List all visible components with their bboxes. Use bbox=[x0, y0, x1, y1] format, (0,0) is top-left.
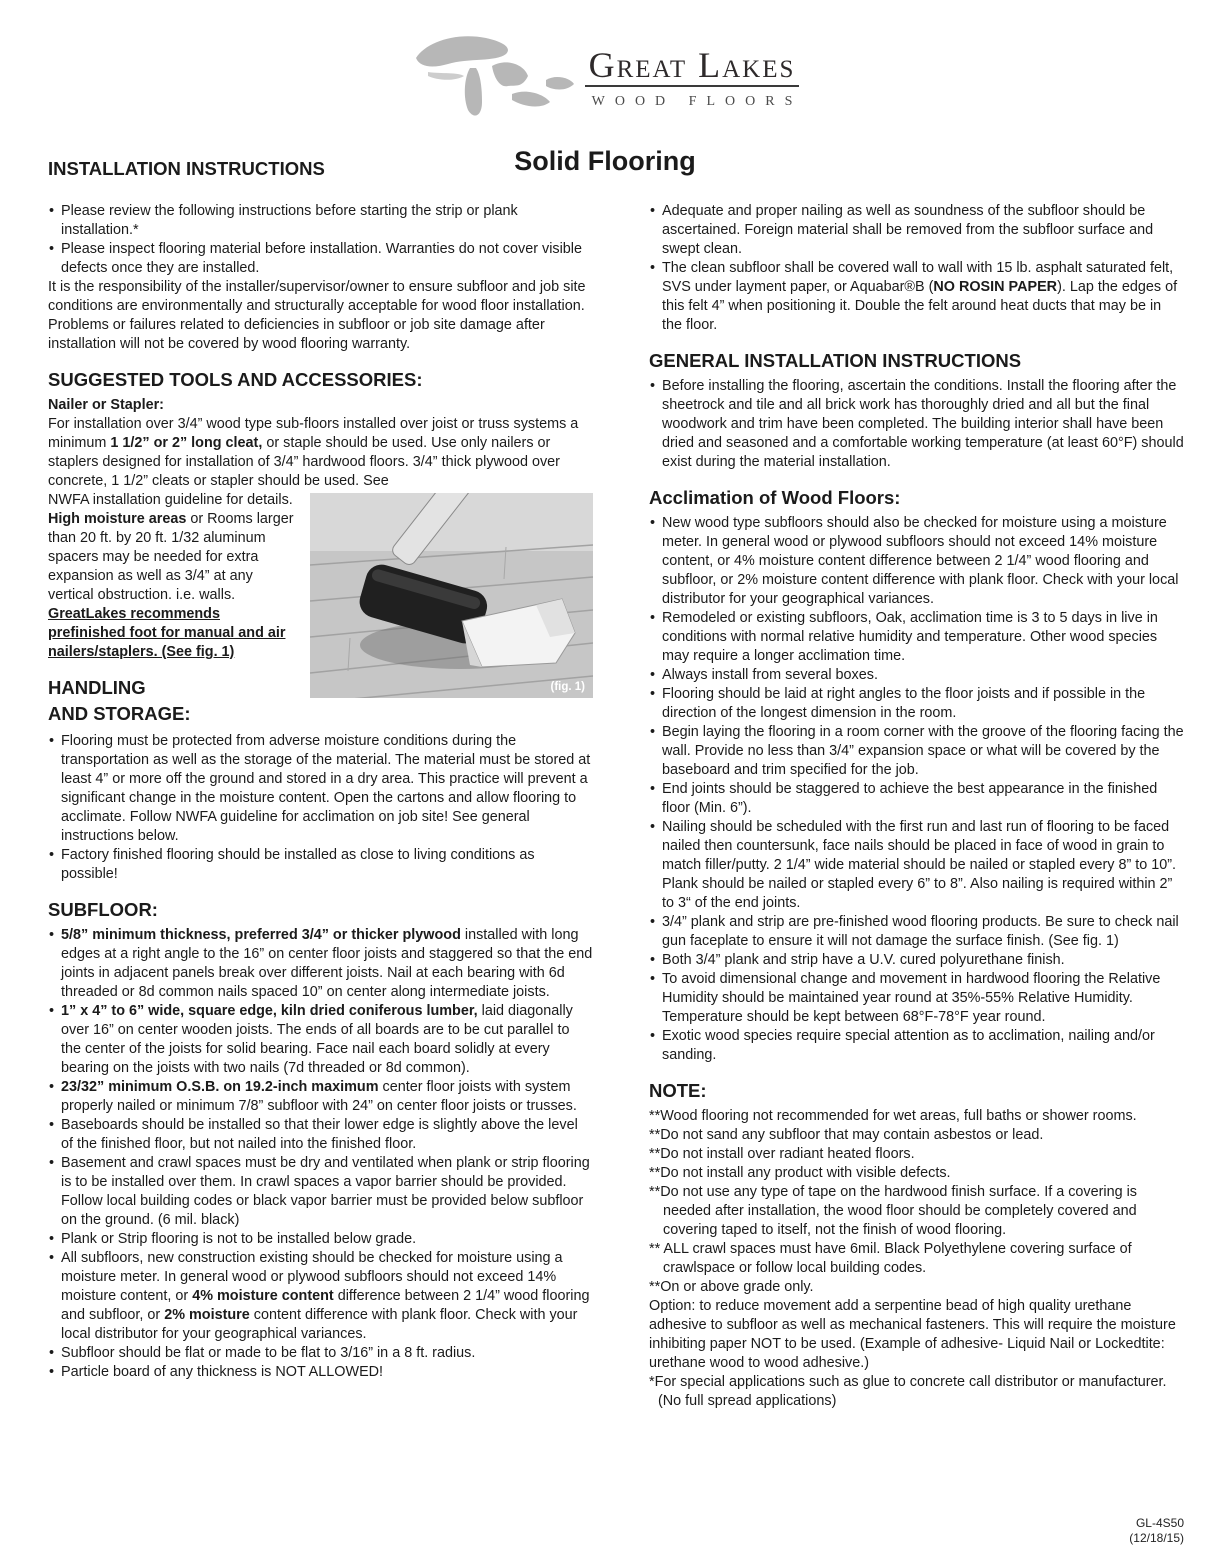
logo-subtitle: WOOD FLOORS bbox=[591, 93, 803, 109]
bullet-item bbox=[48, 1154, 593, 1230]
bullet-item bbox=[48, 1249, 593, 1344]
text-segment: Before installing the flooring, ascertain the conditions. Install the flooring after the sheetrock and tile and all brick work has thoroughly dried and all but the final woodwork and trim have been completed. The building interior shall have been dried and seasoned and a comfortable working temperature (at least 60°F) should exist during the material installation. bbox=[662, 378, 1184, 470]
nailer-photo-graphic bbox=[310, 493, 593, 698]
text-segment: laid diagonally over 16” on center wooden joists. The ends of all boards are to be cut parallel to the center of the joists for solid bearing. Face nail each board solidly at every bearing on the joists with two nails (7d threaded or 8d common). bbox=[61, 1003, 573, 1076]
bullet-text bbox=[662, 203, 1153, 257]
bullet-text bbox=[61, 241, 582, 276]
bullet-item bbox=[649, 514, 1184, 609]
text-segment: 2% moisture bbox=[164, 1307, 250, 1323]
bullet-text bbox=[61, 927, 592, 1000]
text-segment: **Do not install over radiant heated floors. bbox=[649, 1146, 915, 1162]
bullet-item bbox=[48, 732, 593, 846]
text-segment: installed with long edges at a right angle to the 16” on center floor joists and staggered so that the end joints in adjacent panels break over different joists. Nail at each bearing with 6d threaded or 8d common nails spaced 10” on center along intermediate joists. bbox=[61, 927, 593, 1000]
figure-caption: (fig. 1) bbox=[550, 681, 585, 693]
note-text bbox=[649, 1127, 1043, 1143]
bullet-item bbox=[48, 1363, 593, 1382]
note-option-paragraph: Option: to reduce movement add a serpentine bead of high quality urethane adhesive to subfloor as well as mechanical fasteners. This will require the moisture inhibiting paper NOT to be used. (Example of adhesive- Liquid Nail or Lockedtite: urethane wood to wood adhesive.) bbox=[649, 1298, 1176, 1371]
text-segment: **On or above grade only. bbox=[649, 1279, 814, 1295]
text-segment: 23/32” minimum O.S.B. on 19.2-inch maximum bbox=[61, 1079, 379, 1095]
tools-figure-row bbox=[48, 491, 593, 727]
text-segment: Plank or Strip flooring is not to be installed below grade. bbox=[61, 1231, 417, 1247]
text-segment: 5/8” minimum thickness, preferred 3/4” or thicker plywood bbox=[61, 927, 461, 943]
text-segment: 3/4” plank and strip are pre-finished wood flooring products. Be sure to check nail gun faceplate to ensure it will not damage the surface finish. (See fig. 1) bbox=[662, 914, 1179, 949]
nailer-stapler-subheading: Nailer or Stapler: bbox=[48, 397, 164, 413]
bullet-text bbox=[662, 610, 1158, 664]
text-segment: Factory finished flooring should be installed as close to living conditions as possible! bbox=[61, 847, 535, 882]
text-segment: **Do not use any type of tape on the hardwood finish surface. If a covering is needed after installation, the wood floor should be completely covered and covering taped to itself, not the finish of wood flooring. bbox=[649, 1184, 1137, 1238]
tools-narrow-text bbox=[48, 491, 300, 727]
bullet-item bbox=[649, 818, 1184, 913]
handling-bullet-list bbox=[48, 732, 593, 884]
text-segment: Remodeled or existing subfloors, Oak, acclimation time is 3 to 5 days in live in conditions with normal relative humidity and temperature. Other wood species may require a longer acclimation time. bbox=[662, 610, 1158, 664]
document-title: Solid Flooring bbox=[514, 146, 696, 176]
note-line bbox=[649, 1164, 1184, 1183]
text-segment: center floor joists with system properly nailed or minimum 7/8” subfloor with 24” on center floor joists or trusses. bbox=[61, 1079, 577, 1114]
note-line bbox=[649, 1278, 1184, 1297]
note-line bbox=[649, 1126, 1184, 1145]
bullet-text bbox=[61, 1117, 578, 1152]
bullet-text bbox=[662, 686, 1145, 721]
tools-paragraph-top bbox=[48, 415, 593, 491]
text-segment: difference between 2 1/4” wood flooring and subfloor, or bbox=[61, 1288, 590, 1323]
text-segment: High moisture areas bbox=[48, 511, 187, 527]
responsibility-paragraph: It is the responsibility of the installer/supervisor/owner to ensure subfloor and job site conditions are environmentally and structurally acceptable for wood floor installation. Problems or failures related to deficiencies in subfloor or job site damage after installation will not be covered by wood flooring warranty. bbox=[48, 279, 586, 352]
bullet-text bbox=[61, 1079, 577, 1114]
bullet-item bbox=[649, 377, 1184, 472]
note-text bbox=[649, 1184, 1137, 1238]
bullet-item bbox=[48, 202, 593, 240]
text-segment: Adequate and proper nailing as well as soundness of the subfloor should be ascertained. Foreign material shall be removed from the subfloor surface and swept clean. bbox=[662, 203, 1154, 257]
text-segment: or staple should be used. Use only nailers or staplers designed for installation of 3/4” hardwood floors. 3/4” thick plywood over concrete, 1 1/2” cleats or stapler should be used. See bbox=[48, 435, 560, 489]
intro-bullet-list bbox=[48, 202, 593, 278]
note-text bbox=[649, 1146, 915, 1162]
logo bbox=[0, 0, 1210, 128]
text-segment: Flooring must be protected from adverse moisture conditions during the transportation as well as the storage of the material. The material must be stored at least 4” or more off the ground and stored in a dry area. This practice will prevent a significant change in the moisture content. Open the cartons and allow flooring to acclimate. Follow NWFA guideline for acclimation on job site! See general instructions below. bbox=[61, 733, 591, 844]
text-segment: GreatLakes recommends prefinished foot for manual and air nailers/staplers. (See fig. 1) bbox=[48, 606, 286, 660]
handling-storage-heading bbox=[48, 675, 300, 727]
logo-title: Great Lakes bbox=[585, 46, 800, 87]
bullet-item bbox=[649, 202, 1184, 259]
bullet-text bbox=[662, 515, 1178, 607]
general-installation-heading: GENERAL INSTALLATION INSTRUCTIONS bbox=[649, 350, 1022, 371]
note-line bbox=[649, 1183, 1184, 1240]
tools-section-heading: SUGGESTED TOOLS AND ACCESSORIES: bbox=[48, 369, 423, 390]
bullet-item bbox=[48, 1230, 593, 1249]
bullet-item bbox=[48, 1116, 593, 1154]
content-columns bbox=[0, 190, 1210, 1411]
text-segment: 4% moisture content bbox=[192, 1288, 334, 1304]
text-segment: Basement and crawl spaces must be dry and ventilated when plank or strip flooring is to be installed over them. In crawl spaces a vapor barrier should be provided. Follow local building codes or black vapor barrier must be provided below subfloor on the ground. (6 mil. black) bbox=[61, 1155, 590, 1228]
note-special-paragraph: *For special applications such as glue to concrete call distributor or manufacturer. (No full spread applications) bbox=[649, 1374, 1167, 1409]
handling-heading-line2: AND STORAGE: bbox=[48, 703, 191, 724]
title-row bbox=[0, 146, 1210, 190]
subfloor-section-heading: SUBFLOOR: bbox=[48, 899, 158, 920]
text-segment: Always install from several boxes. bbox=[662, 667, 878, 683]
text-segment: Flooring should be laid at right angles to the floor joists and if possible in the direction of the longest dimension in the room. bbox=[662, 686, 1146, 721]
note-line bbox=[649, 1107, 1184, 1126]
text-segment: The clean subfloor shall be covered wall to wall with 15 lb. asphalt saturated felt, SVS under layment paper, or Aquabar®B ( bbox=[662, 260, 1174, 295]
bullet-item bbox=[48, 1078, 593, 1116]
bullet-text bbox=[61, 847, 535, 882]
text-segment: ). Lap the edges of this felt 4” when positioning it. Double the felt around heat ducts that may be in the floor. bbox=[662, 279, 1178, 333]
bullet-text bbox=[662, 971, 1160, 1025]
right-top-bullet-list bbox=[649, 202, 1184, 335]
subfloor-bullet-list bbox=[48, 926, 593, 1382]
bullet-item bbox=[649, 609, 1184, 666]
text-segment: Both 3/4” plank and strip have a U.V. cured polyurethane finish. bbox=[662, 952, 1065, 968]
text-segment: For installation over 3/4” wood type sub-floors installed over joist or truss systems a minimum bbox=[48, 416, 579, 451]
bullet-text bbox=[662, 378, 1184, 470]
note-heading: NOTE: bbox=[649, 1080, 707, 1101]
figure-1-nailer-photo bbox=[310, 493, 593, 698]
doc-footer bbox=[1129, 1516, 1184, 1546]
great-lakes-map-icon bbox=[408, 28, 578, 129]
note-text bbox=[649, 1279, 814, 1295]
text-segment: 1 1/2” or 2” long cleat, bbox=[110, 435, 263, 451]
text-segment: **Do not install any product with visible defects. bbox=[649, 1165, 951, 1181]
bullet-text bbox=[662, 724, 1184, 778]
bullet-text bbox=[61, 203, 518, 238]
bullet-item bbox=[649, 666, 1184, 685]
bullet-item bbox=[649, 970, 1184, 1027]
doc-code: GL-4S50 bbox=[1135, 1516, 1184, 1530]
text-segment: NWFA installation guideline for details. bbox=[48, 492, 293, 508]
handling-heading-line1: HANDLING bbox=[48, 677, 146, 698]
text-segment: End joints should be staggered to achieve the best appearance in the finished floor (Min. 6”). bbox=[662, 781, 1158, 816]
bullet-item bbox=[649, 951, 1184, 970]
tools-paragraph-side bbox=[48, 491, 300, 662]
text-segment: Particle board of any thickness is NOT ALLOWED! bbox=[61, 1364, 384, 1380]
installation-instructions-heading: INSTALLATION INSTRUCTIONS bbox=[48, 158, 325, 179]
text-segment: Subfloor should be flat or made to be flat to 3/16” in a 8 ft. radius. bbox=[61, 1345, 476, 1361]
note-text bbox=[649, 1165, 951, 1181]
text-segment: Please inspect flooring material before installation. Warranties do not cover visible defects once they are installed. bbox=[61, 241, 582, 276]
bullet-item bbox=[649, 685, 1184, 723]
text-segment: content difference with plank floor. Check with your local distributor for your geographical variances. bbox=[61, 1307, 578, 1342]
bullet-text bbox=[662, 952, 1065, 968]
bullet-text bbox=[61, 733, 590, 844]
bullet-text bbox=[662, 914, 1179, 949]
text-segment: or Rooms larger than 20 ft. by 20 ft. 1/32 aluminum spacers may be needed for extra expansion as well as 3/4” at any vertical obstruction. i.e. walls. bbox=[48, 511, 294, 603]
bullet-text bbox=[61, 1155, 590, 1228]
bullet-text bbox=[61, 1231, 416, 1247]
logo-text bbox=[582, 46, 803, 111]
general-bullet-list bbox=[649, 377, 1184, 472]
text-segment: Exotic wood species require special attention as to acclimation, nailing and/or sanding. bbox=[662, 1028, 1155, 1063]
bullet-text bbox=[662, 667, 878, 683]
text-segment: ** ALL crawl spaces must have 6mil. Black Polyethylene covering surface of crawlspace or follow local building codes. bbox=[649, 1241, 1132, 1276]
bullet-item bbox=[48, 1002, 593, 1078]
bullet-text bbox=[61, 1250, 589, 1342]
note-line-list bbox=[649, 1107, 1184, 1297]
note-text bbox=[649, 1241, 1132, 1276]
bullet-item bbox=[649, 780, 1184, 818]
bullet-text bbox=[61, 1364, 383, 1380]
bullet-text bbox=[61, 1345, 475, 1361]
bullet-item bbox=[48, 846, 593, 884]
bullet-item bbox=[649, 259, 1184, 335]
doc-date: (12/18/15) bbox=[1129, 1531, 1184, 1545]
bullet-item bbox=[649, 913, 1184, 951]
text-segment: **Wood flooring not recommended for wet areas, full baths or shower rooms. bbox=[649, 1108, 1137, 1124]
text-segment: Baseboards should be installed so that their lower edge is slightly above the level of the finished floor, but not nailed into the finished floor. bbox=[61, 1117, 578, 1152]
note-line bbox=[649, 1240, 1184, 1278]
note-line bbox=[649, 1145, 1184, 1164]
text-segment: Please review the following instructions before starting the strip or plank installation.* bbox=[61, 203, 518, 238]
acclimation-heading: Acclimation of Wood Floors: bbox=[649, 487, 901, 508]
bullet-item bbox=[649, 1027, 1184, 1065]
text-segment: **Do not sand any subfloor that may contain asbestos or lead. bbox=[649, 1127, 1044, 1143]
text-segment: Nailing should be scheduled with the first run and last run of flooring to be faced nailed then countersunk, face nails should be placed in face of wood in grain to match filler/putty. 2 1/4” wide material should be nailed or stapled every 8” to 10”. Plank should be nailed or stapled every 6” to 8”. Also nailing is required within 2” to 3“ of the end joints. bbox=[662, 819, 1177, 911]
text-segment: All subfloors, new construction existing should be checked for moisture using a moisture meter. In general wood or plywood subfloors should not exceed 14% moisture content, or bbox=[61, 1250, 563, 1304]
left-column bbox=[48, 202, 593, 1411]
bullet-text bbox=[662, 260, 1177, 333]
text-segment: 1” x 4” to 6” wide, square edge, kiln dried coniferous lumber, bbox=[61, 1003, 478, 1019]
bullet-text bbox=[662, 819, 1176, 911]
text-segment: NO ROSIN PAPER bbox=[933, 279, 1058, 295]
text-segment: New wood type subfloors should also be checked for moisture using a moisture meter. In general wood or plywood subfloors should not exceed 14% moisture content, or 4% moisture content difference between 2 1/4” wood flooring and subfloor, or 2% moisture content difference with plank floor. Check with your local distributor for your geographical variances. bbox=[662, 515, 1179, 607]
note-text bbox=[649, 1108, 1137, 1124]
text-segment: Begin laying the flooring in a room corner with the groove of the flooring facing the wall. Provide no less than 3/4” expansion space or what will be covered by the baseboard and trim specified for the job. bbox=[662, 724, 1184, 778]
acclimation-bullet-list bbox=[649, 514, 1184, 1065]
bullet-text bbox=[662, 781, 1157, 816]
bullet-text bbox=[61, 1003, 573, 1076]
text-segment: To avoid dimensional change and movement in hardwood flooring the Relative Humidity should be maintained year round at 35%-55% Relative Humidity. Temperature should be kept between 68°F-78°F year round. bbox=[662, 971, 1161, 1025]
bullet-item bbox=[48, 240, 593, 278]
bullet-text bbox=[662, 1028, 1155, 1063]
bullet-item bbox=[48, 926, 593, 1002]
bullet-item bbox=[649, 723, 1184, 780]
right-column bbox=[649, 202, 1184, 1411]
bullet-item bbox=[48, 1344, 593, 1363]
